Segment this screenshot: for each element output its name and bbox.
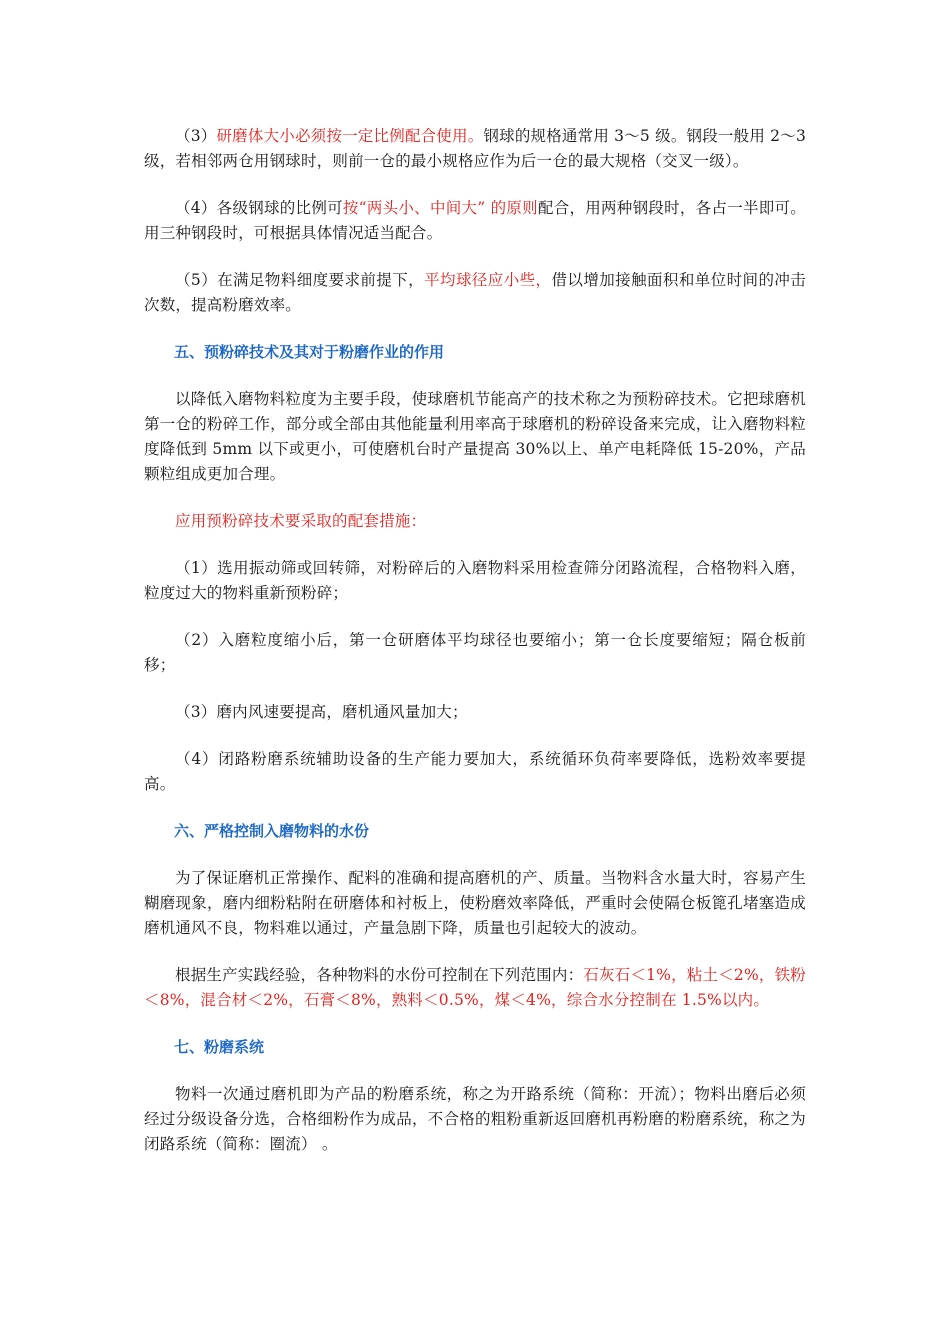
section-heading-7: 七、粉磨系统 <box>174 1038 265 1056</box>
paragraph-text: 钢球的规格通常用 3～5 级。钢段一般用 2～3 级，若相邻两仓用钢球时，则前一仓的最小规格应作为后一仓的最大规格（交叉一级）。 <box>144 127 806 170</box>
highlight-text: 研磨体大小必须按一定比例配合使用。 <box>216 127 484 145</box>
paragraph-measure-3: （3）磨内风速要提高，磨机通风量加大； <box>175 703 468 721</box>
paragraph-measures-intro: 应用预粉碎技术要采取的配套措施： <box>175 512 427 530</box>
paragraph-pre-crushing: 以降低入磨物料粒度为主要手段，使球磨机节能高产的技术称之为预粉碎技术。它把球磨机第一仓的粉碎工作，部分或全部由其他能量利用率高于球磨机的粉碎设备来完成，让入磨物料粒度降低到 5mm 以下或更小，可使磨机台时产量提高 30%以上、单产电耗降低 15-20%，产品颗粒组成更加合理。 <box>144 390 806 483</box>
paragraph-ball-ratio <box>144 196 806 246</box>
section-heading-6: 六、严格控制入磨物料的水份 <box>174 822 370 840</box>
paragraph-ball-diameter <box>144 268 806 318</box>
highlight-text: 按“两头小、中间大” 的原则 <box>342 199 538 217</box>
paragraph-text: （4）各级钢球的比例可 <box>175 199 343 217</box>
paragraph-measure-4: （4）闭路粉磨系统辅助设备的生产能力要加大，系统循环负荷率要降低，选粉效率要提高。 <box>144 750 806 793</box>
paragraph-text: 根据生产实践经验，各种物料的水份可控制在下列范围内： <box>175 966 584 984</box>
paragraph-measure-1: （1）选用振动筛或回转筛，对粉碎后的入磨物料采用检查筛分闭路流程，合格物料入磨，粒度过大的物料重新预粉碎； <box>144 559 806 602</box>
paragraph-moisture-limits <box>144 963 806 1013</box>
highlight-text: 平均球径应小些， <box>424 271 552 289</box>
document-page <box>144 124 806 1179</box>
paragraph-text: 借以增加接触面积和单位时间的冲击次数，提高粉磨效率。 <box>144 271 806 314</box>
paragraph-text: （3） <box>175 127 217 145</box>
paragraph-grinding-system: 物料一次通过磨机即为产品的粉磨系统，称之为开路系统（简称：开流）；物料出磨后必须经过分级设备分选，合格细粉作为成品，不合格的粗粉重新返回磨机再粉磨的粉磨系统，称之为闭路系统（简称：圈流） 。 <box>144 1085 806 1153</box>
section-heading-5: 五、预粉碎技术及其对于粉磨作业的作用 <box>174 343 445 361</box>
paragraph-measure-2: （2）入磨粒度缩小后，第一仓研磨体平均球径也要缩小；第一仓长度要缩短；隔仓板前移； <box>144 631 806 674</box>
paragraph-text: 配合，用两种钢段时，各占一半即可。用三种钢段时，可根据具体情况适当配合。 <box>144 199 807 242</box>
paragraph-text: （5）在满足物料细度要求前提下， <box>175 271 425 289</box>
paragraph-grinding-media-ratio <box>144 124 806 174</box>
highlight-text: 石灰石＜1%，粘土＜2%，铁粉＜8%，混合材＜2%，石膏＜8%，熟料＜0.5%，煤＜4%，综合水分控制在 1.5%以内。 <box>144 966 806 1009</box>
paragraph-moisture: 为了保证磨机正常操作、配料的准确和提高磨机的产、质量。当物料含水量大时，容易产生糊磨现象，磨内细粉粘附在研磨体和衬板上，使粉磨效率降低，严重时会使隔仓板篦孔堵塞造成磨机通风不良，物料难以通过，产量急剧下降，质量也引起较大的波动。 <box>144 869 806 937</box>
